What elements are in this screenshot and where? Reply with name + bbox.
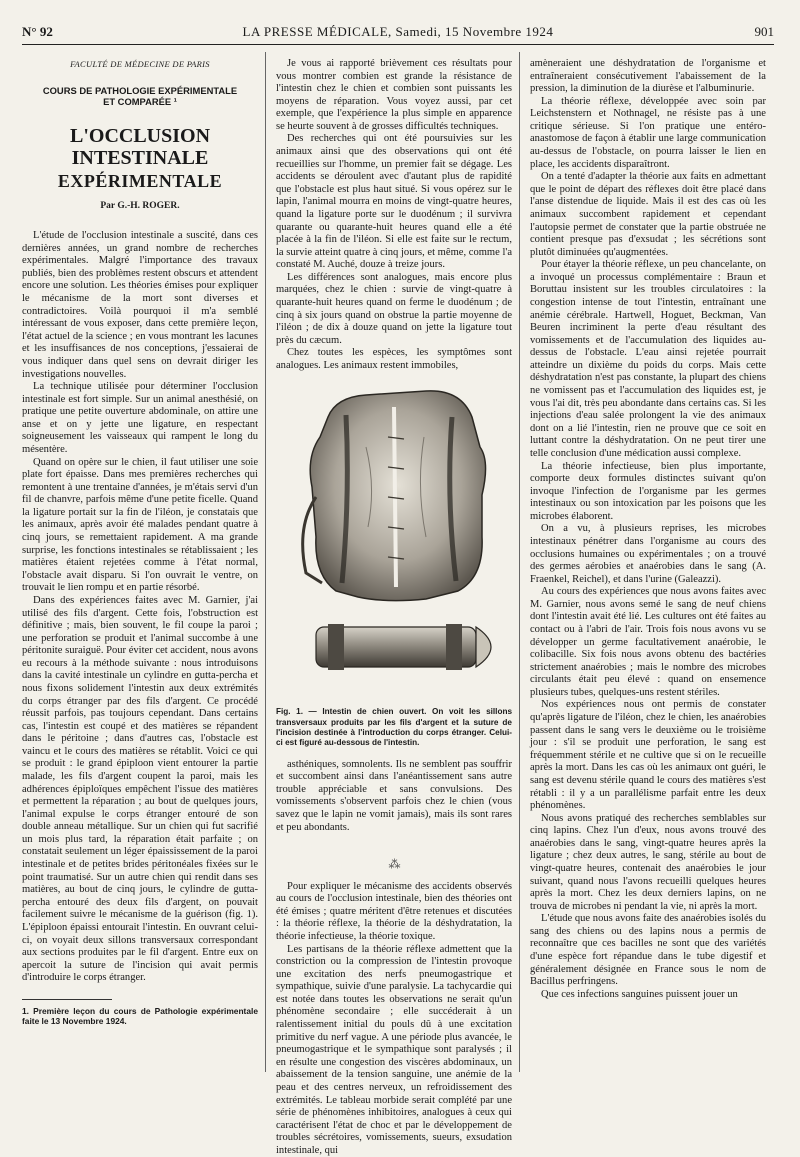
silver-wire-ring-right xyxy=(446,624,462,670)
section-break-asterism: ⁂ xyxy=(388,857,400,872)
column-divider-1 xyxy=(265,52,266,1072)
figure-intestine-illustration xyxy=(276,377,512,699)
issue-number: N° 92 xyxy=(22,24,53,39)
paragraph: Les partisans de la théorie réflexe admettent que la constriction ou la compression de l'intestin provoque une excitation des nerfs pneumogastrique et sympathique, suivie d'une paralysie. La tachycardie qui est notée dans toutes les observations ne serait qu'un phénomène secondaire ; elle succéderait à un ralentissement initial du pouls dû à une excitation primitive du nerf vague. A une période plus avancée, le pneumogastrique et le sympathique sont paralysés ; il en résulte une congestion des viscères abdominaux, un abaissement de la tension sanguine, une anémie de la peau et des centres nerveux, un refroidissement des extrémités. Le tableau morbide serait complété par une série de phénomènes inhibitoires, analogues à ceux qui caractérisent l'état de choc et par le développement de troubles sécrétoires, vomissements, sueurs, exsudation intestinale, qui xyxy=(276,943,512,1156)
incision-suture xyxy=(394,407,396,587)
course-line-1: COURS DE PATHOLOGIE EXPÉRIMENTALE xyxy=(42,84,238,96)
paragraph: Que ces infections sanguines puissent jouer un xyxy=(541,988,738,1000)
paragraph: Les différences sont analogues, mais encore plus marquées, chez le chien : survie de vingt-quatre à quarante-huit heures quand on ferme le duodénum ; de cinq à six jours quand on obstrue la partie moyenne de l'iléon ; de dix à douze quand on jette la ligature tout près du cæcum. xyxy=(276,271,512,346)
paragraph: Chez toutes les espèces, les symptômes sont analogues. Les animaux restent immobiles, xyxy=(276,347,512,371)
paragraph: Des recherches qui ont été poursuivies sur les animaux ainsi que des observations qui ont été recueillies sur l'homme, un premier fait se dégage. Les accidents se déroulent avec d'autant plus de rapidité que l'obstacle est plus haut situé. Si vous opérez sur le lapin, l'animal mourra en moins de vingt-quatre heures, quand la ligature porte sur le duodénum ; il survivra quarante ou quarante-huit heures quand elle a été placée à la fin de l'iléon. Si elle est faite sur le rectum, la survie atteint quatre à cinq jours, et même, comme l'a constaté M. Auché, douze à treize jours. xyxy=(276,133,512,271)
paragraph: On a vu, à plusieurs reprises, les microbes intestinaux pénétrer dans l'organisme au cours des occlusions humaines ou expérimentales ; on a trouvé des germes aérobies et anaérobies dans le sang (A. Fraenkel, Reichel), et dans l'urine (Galeazzi). xyxy=(530,523,766,585)
paragraph: amèneraient une déshydratation de l'organisme et entraîneraient consécutivement l'abaissement de la pression, la diminution de la diurèse et l'albuminurie. xyxy=(530,58,766,95)
figure-caption: Fig. 1. — Intestin de chien ouvert. On voit les sillons transversaux produits par les fils d'argent et la suture de l'incision destinée à l'introduction du corps étranger. Celui-ci est figuré au-dessous de l'intestin. xyxy=(276,707,512,748)
cylinder-tip xyxy=(476,627,491,667)
paragraph: Dans des expériences faites avec M. Garnier, j'ai utilisé des fils d'argent. Cette fois, l'obstruction est définitive ; mais, bien souvent, le fil coupe la paroi ; une perforation se produit et l'animal succombe à une péritonite suraiguë. Pour éviter cet accident, nous avons eu recours à la méthode suivante : nous introduisons dans la cavité intestinale un cylindre en gutta-percha et nous fixons solidement l'intestin aux deux extrémités du corps étranger par des fils d'argent. Ce procédé réussit parfois, pas toujours cependant. Dans certains cas, l'intestin est coupé et des matières se répandent dans le péritoine ; dans d'autres cas, l'obstacle est vaincu et le cours des matières se rétablit. Voici ce qui se produit : le grand épiploon vient entourer la partie malade, les fils d'argent coupent la paroi, mais les adhérences épiploïques empêchent l'issue des matières et permettent la réparation ; au bout de quelques jours, l'animal expulse le corps étranger entouré de son double anneau métallique. Sur un chien qui fut sacrifié un mois plus tard, la réparation était parfaite ; on constatait seulement un léger épaississement de la paroi intestinale et de petites brides péritonéales fixées sur le point traumatisé. Sur un autre chien qui rendit dans ses matières, au bout de cinq jours, le cylindre de gutta-percha entouré des deux fils d'argent, on pouvait facilement suivre le mécanisme de la guérison (fig. 1). L'épiploon épaissi entourait l'intestin. En ouvrant celui-ci, on voyait deux sillons transversaux correspondant aux sections produites par le fil d'argent. Entre eux on apercoit la suture de l'incision qui avait permis d'introduire le corps étranger. xyxy=(22,594,258,984)
paragraph: La technique utilisée pour déterminer l'occlusion intestinale est fort simple. Sur un animal anesthésié, on pratique une petite ouverture abdominale, on attire une anse et on y jette une ligature, en respectant soigneusement les vaisseaux qui rampent le long du mésentère. xyxy=(22,381,258,455)
author-byline: Par G.-H. ROGER. xyxy=(100,200,180,211)
article-title-line-2: EXPÉRIMENTALE xyxy=(57,170,223,191)
course-heading xyxy=(22,85,258,108)
intestine-drawing xyxy=(276,377,512,699)
faculty-line: FACULTÉ DE MÉDECINE DE PARIS xyxy=(70,59,210,69)
page-header xyxy=(22,24,774,40)
paragraph: Pour expliquer le mécanisme des accidents observés au cours de l'occlusion intestinale, bien des théories ont été émises ; quatre méritent d'être retenues et discutées : la théorie réflexe, la théorie de la déshydratation, la théorie infectieuse, la théorie toxique. xyxy=(276,880,512,942)
paragraph: Pour étayer la théorie réflexe, un peu chancelante, on a invoqué un processus complémentaire : Braun et Boruttau insistent sur les troubles circulatoires : la congestion intense de tout l'intestin, entraînant une anémie cérébrale. Hartwell, Hoguet, Beckman, Van Beuren incriminent la perte d'eau résultant des vomissements et de l'accumulation des liquides au-dessus de l'obstacle. L'eau ainsi rejetée pourrait atteindre un dixième du poids du corps. Mais cette déshydratation n'est pas constante, la plupart des chiens ne vomissent pas et l'accumulation des liquides est, je vous l'ai dit, très peu abondante dans certains cas. Si les injections d'eau salée prolongent la vie des animaux dont on a lié l'intestin, rien ne prouve que ce soit en luttant contre la déshydratation. On ne peut tirer une telle conclusion d'une médication aussi complexe. xyxy=(530,259,766,459)
paragraph: L'étude que nous avons faite des anaérobies isolés du sang des chiens ou des lapins nous a permis de reconnaître que ces bacilles ne sont que des variétés d'une espèce fort répandue dans le tube digestif et généralement désignée en France sous le nom de Bacillus perfringens. xyxy=(530,913,766,988)
page-number: 901 xyxy=(754,24,774,39)
paragraph: On a tenté d'adapter la théorie aux faits en admettant que le point de départ des réflexes doit être placé dans l'anse distendue de liquide. Mais il est des cas où les animaux succombent rapidement et cependant l'autopsie permet de constater que la partie obstruée ne contient presque pas d'exsudat ; les sécrétions sont plutôt diminuées qu'augmentées. xyxy=(530,171,766,258)
paragraph: L'étude de l'occlusion intestinale a suscité, dans ces dernières années, un grand nombre de recherches expérimentales. Malgré l'importance des travaux publiés, bien des problèmes restent obscurs et attendent encore une solution. Les théories émises pour expliquer le mécanisme de la mort sont diverses et contradictoires. Voilà pourquoi il m'a semblé intéressant de vous exposer, dans cette première leçon, l'état actuel de la science ; en vous montrant les lacunes et les insuffisances de nos conceptions, j'essaierai de vous indiquer dans quel sens on devrait diriger les investigations nouvelles. xyxy=(22,230,258,380)
article-title-line-1: L'OCCLUSION INTESTINALE xyxy=(69,124,211,169)
column-divider-2 xyxy=(519,52,520,1072)
paragraph: Nos expériences nous ont permis de constater qu'après ligature de l'iléon, chez le chien, les anaérobies passent dans le sang vers le deuxième ou le troisième jour : s'il se produit une perforation, le sang est fréquemment stérile et ne cultive que si on le recueille après la mort. Dans les cas où les animaux ont guéri, le sang est devenu stérile quand le cours des matières s'est rétabli : il y a un parallélisme parfait entre les deux phénomènes. xyxy=(530,699,766,812)
paragraph: asthéniques, somnolents. Ils ne semblent pas souffrir et succombent ainsi dans l'anéantissement sans autre trouble appréciable et sans convulsions. Des vomissements s'observent parfois chez le chien (vous savez que le lapin ne vomit jamais), mais ils sont rares et peu abondants. xyxy=(276,758,512,833)
journal-title: LA PRESSE MÉDICALE, Samedi, 15 Novembre 1924 xyxy=(242,24,554,39)
footnote: 1. Première leçon du cours de Pathologie expérimentale faite le 13 Novembre 1924. xyxy=(22,1005,258,1027)
paragraph: Nous avons pratiqué des recherches semblables sur cinq lapins. Chez l'un d'eux, nous avons trouvé des anaérobies dans le sang, vingt-quatre heures après la ligature ; chez deux autres, le sang, stérile au bout de vingt-quatre heures, contenait des anaérobies le jour suivant, quand nous l'avons recueilli quelques heures après la mort. Chez les deux derniers lapins, on ne trouva de microbes ni pendant la vie, ni après la mort. xyxy=(530,812,766,912)
paragraph: La théorie infectieuse, bien plus importante, comporte deux formules distinctes suivant qu'on invoque l'infection de l'organisme par les germes intestinaux ou son intoxication par les poisons que les microbes élaborent. xyxy=(530,460,766,522)
header-rule xyxy=(22,44,774,45)
course-line-2: ET COMPARÉE ¹ xyxy=(103,96,177,108)
opened-intestine xyxy=(310,391,485,601)
paragraph: Au cours des expériences que nous avons faites avec M. Garnier, nous avons semé le sang de neuf chiens dont l'intestin avait été lié. Les cultures ont été faites au contact ou à l'abri de l'air. Trois fois nous avons vu se développer un germe facultativement anaérobie, le colibacille. Six fois nous avons obtenu des bactéries strictement anaérobies ; mais le nombre des microbes circulants était peu élevé : quand on ensemence plusieurs tubes, quelques-uns restent stériles. xyxy=(530,586,766,698)
column-3 xyxy=(530,58,766,1001)
silver-wire-ring-left xyxy=(328,624,344,670)
column-1 xyxy=(22,58,258,1027)
paragraph: Je vous ai rapporté brièvement ces résultats pour vous montrer combien est grande la résistance de l'intestin chez le chien et combien sont puissants les moyens de réparation. Vous voyez aussi, par cet exemple, que l'expérience la plus simple en apparence se heurte souvent à de grosses difficultés techniques. xyxy=(276,58,512,132)
column-2 xyxy=(276,58,512,1157)
footnote-separator xyxy=(22,999,112,1000)
paragraph: La théorie réflexe, développée avec soin par Leichstenstern et Nothnagel, ne résiste pas à une critique sérieuse. Si l'on pratique une entéro-anastomose de façon à établir une large communication au-dessus de l'obstacle, on pourra laisser le lien en place, les accidents disparaîtront. xyxy=(530,95,766,170)
paragraph: Quand on opère sur le chien, il faut utiliser une soie plate fort épaisse. Dans mes premières recherches qui remontent à une trentaine d'années, je m'étais servi d'un fil de chanvre, parfois même d'une petite ficelle. Quand la ligature portait sur la fin de l'iléon, je constatais que les animaux, après avoir été malades pendant quatre à cinq jours, se remettaient rapidement. A ma grande surprise, les fonctions intestinales se rétablissaient ; les matières étaient rejetées comme à l'état normal, l'obstacle avait disparu. Si l'on ouvrait le ventre, on trouvait le lien rompu et en partie résorbé. xyxy=(22,456,258,594)
